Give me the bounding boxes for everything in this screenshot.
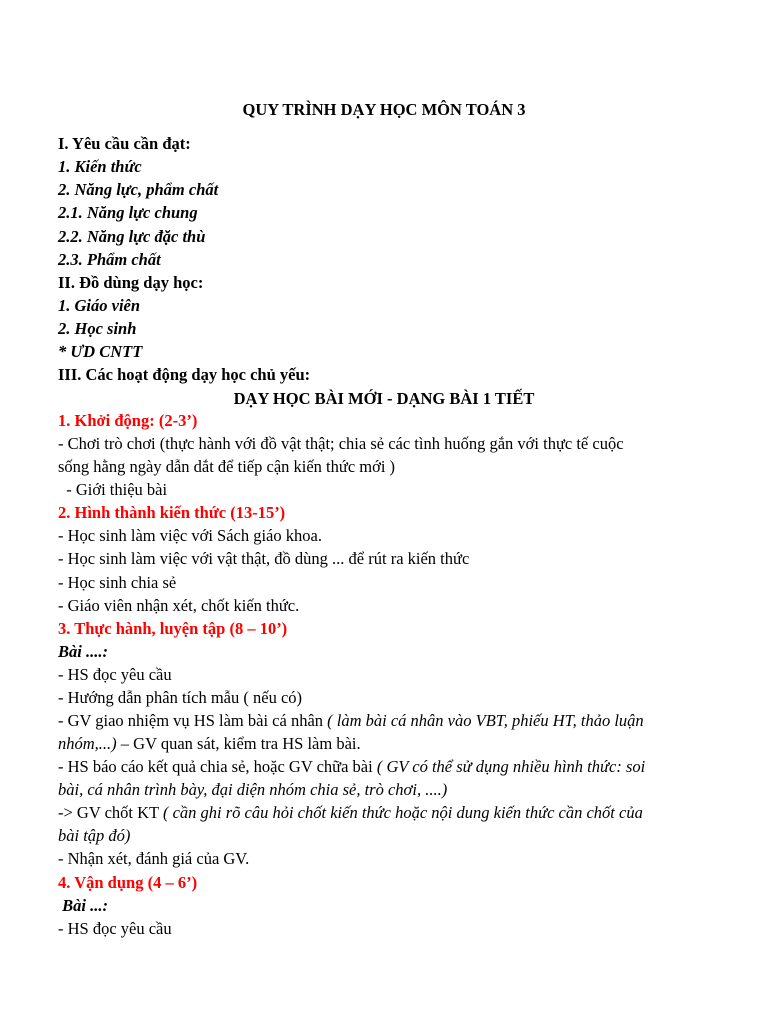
body-line: - Giáo viên nhận xét, chốt kiến thức. <box>58 596 300 615</box>
body-note: ( cần ghi rõ câu hỏi chốt kiến thức hoặc nội dung kiến thức cần chốt của <box>162 803 643 822</box>
subsection-heading: 2. Năng lực, phẩm chất <box>58 180 219 199</box>
subsection-heading: 2.1. Năng lực chung <box>58 203 198 222</box>
body-line <box>58 711 644 731</box>
body-text: - GV giao nhiệm vụ HS làm bài cá nhân <box>58 711 328 730</box>
body-line: - Học sinh làm việc với vật thật, đồ dùng ... để rút ra kiến thức <box>58 549 470 568</box>
body-line: - Học sinh làm việc với Sách giáo khoa. <box>58 526 322 545</box>
exercise-label: Bài ....: <box>58 642 108 661</box>
activity-heading: 4. Vận dụng (4 – 6’) <box>58 873 198 892</box>
subsection-heading: 2.2. Năng lực đặc thù <box>58 227 206 246</box>
activity-heading: 3. Thực hành, luyện tập (8 – 10’) <box>58 619 288 638</box>
body-line <box>58 734 361 754</box>
body-line <box>58 757 645 777</box>
body-text: – GV quan sát, kiểm tra HS làm bài. <box>116 734 361 753</box>
subsection-heading: 1. Giáo viên <box>58 296 141 315</box>
body-line: - Chơi trò chơi (thực hành với đồ vật thật; chia sẻ các tình huống gắn với thực tế cuộc <box>58 434 624 453</box>
body-note: nhóm,...) <box>58 734 117 753</box>
section-heading: II. Đồ dùng dạy học: <box>58 273 204 292</box>
body-line: - Học sinh chia sẻ <box>58 573 177 592</box>
body-note-line: bài, cá nhân trình bày, đại diện nhóm chia sẻ, trò chơi, ....) <box>58 780 448 799</box>
lesson-type-heading: DẠY HỌC BÀI MỚI - DẠNG BÀI 1 TIẾT <box>233 389 535 408</box>
body-line: - Hướng dẫn phân tích mẫu ( nếu có) <box>58 688 303 707</box>
body-line: - HS đọc yêu cầu <box>58 665 172 684</box>
section-heading: I. Yêu cầu cần đạt: <box>58 134 191 153</box>
body-line <box>58 803 643 823</box>
subsection-heading: 2.3. Phẩm chất <box>58 250 161 269</box>
subsection-heading: 2. Học sinh <box>58 319 137 338</box>
body-text: -> GV chốt KT <box>58 803 163 822</box>
body-note: ( GV có thể sử dụng nhiều hình thức: soi <box>376 757 646 776</box>
body-line: sống hằng ngày dẫn dắt để tiếp cận kiến thức mới ) <box>58 457 396 476</box>
subsection-heading: 1. Kiến thức <box>58 157 142 176</box>
body-text: - HS báo cáo kết quả chia sẻ, hoặc GV chữa bài <box>58 757 377 776</box>
body-line: - HS đọc yêu cầu <box>58 919 172 938</box>
document-title: QUY TRÌNH DẠY HỌC MÔN TOÁN 3 <box>242 100 526 119</box>
body-note: ( làm bài cá nhân vào VBT, phiếu HT, thảo luận <box>327 711 644 730</box>
exercise-label: Bài ...: <box>58 896 108 915</box>
body-note-line: bài tập đó) <box>58 826 131 845</box>
body-line: - Nhận xét, đánh giá của GV. <box>58 849 250 868</box>
activity-heading: 2. Hình thành kiến thức (13-15’) <box>58 503 286 522</box>
body-line: - Giới thiệu bài <box>58 480 168 499</box>
section-heading: III. Các hoạt động dạy học chủ yếu: <box>58 365 311 384</box>
activity-heading: 1. Khởi động: (2-3’) <box>58 411 198 430</box>
subsection-heading: * ƯD CNTT <box>58 342 143 361</box>
